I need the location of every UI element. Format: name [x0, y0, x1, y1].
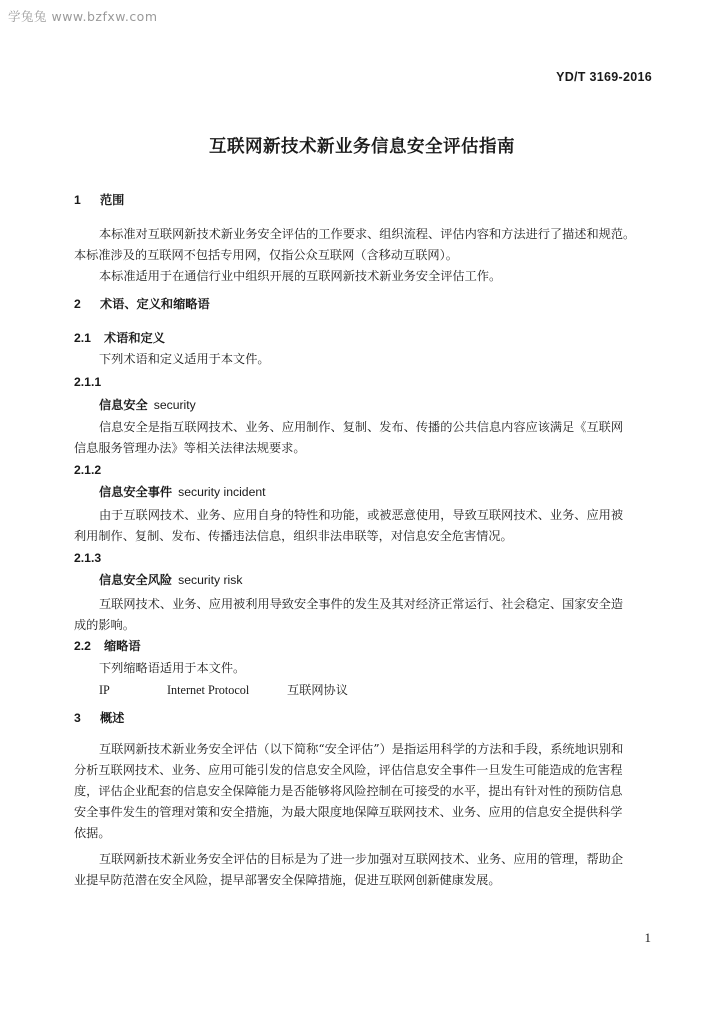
section-number: 2.2 — [74, 639, 91, 653]
section-number: 2.1 — [74, 331, 91, 345]
term-name — [99, 398, 196, 412]
document-title: 互联网新技术新业务信息安全评估指南 — [209, 137, 515, 157]
term-zh: 信息安全 — [99, 398, 148, 412]
abbreviation: IP — [99, 683, 110, 697]
paragraph-line: 利用制作、复制、发布、传播违法信息，组织非法串联等，对信息安全危害情况。 — [74, 529, 513, 543]
term-zh: 信息安全风险 — [99, 573, 173, 587]
paragraph-line: 业提早防范潜在安全风险，提早部署安全保障措施，促进互联网创新健康发展。 — [74, 873, 501, 887]
section-number: 2 — [74, 297, 81, 311]
paragraph-line: 由于互联网技术、业务、应用自身的特性和功能，或被恶意使用，导致互联网技术、业务、应用被 — [99, 508, 624, 522]
paragraph-line: 互联网新技术新业务安全评估（以下简称“安全评估”）是指运用科学的方法和手段，系统地识别和 — [99, 742, 624, 756]
paragraph-line: 信息服务管理办法》等相关法律法规要求。 — [74, 441, 306, 455]
section-title: 术语、定义和缩略语 — [100, 297, 210, 311]
term-number: 2.1.3 — [74, 551, 102, 565]
section-title: 概述 — [100, 711, 125, 725]
paragraph-line: 互联网新技术新业务安全评估的目标是为了进一步加强对互联网技术、业务、应用的管理，帮助企 — [99, 852, 624, 866]
watermark: 学兔兔 www.bzfxw.com — [8, 9, 158, 24]
abbreviation-full: Internet Protocol — [167, 683, 250, 697]
paragraph-line: 依据。 — [74, 826, 111, 840]
paragraph-line: 信息安全是指互联网技术、业务、应用制作、复制、发布、传播的公共信息内容应该满足《互联网 — [99, 420, 624, 434]
abbreviation-zh: 互联网协议 — [287, 683, 348, 697]
paragraph-line: 成的影响。 — [74, 618, 135, 632]
term-number: 2.1.1 — [74, 375, 102, 389]
section-number: 1 — [74, 193, 81, 207]
section-number: 3 — [74, 711, 81, 725]
section-3-heading — [74, 711, 124, 725]
section-title: 范围 — [100, 193, 125, 207]
term-en: security incident — [178, 485, 266, 499]
paragraph-line: 下列缩略语适用于本文件。 — [99, 661, 246, 675]
paragraph-line: 下列术语和定义适用于本文件。 — [99, 352, 270, 366]
paragraph-line: 分析互联网技术、业务、应用可能引发的信息安全风险，评估信息安全事件一旦发生可能造成的危害程 — [74, 763, 623, 777]
section-2-heading — [74, 297, 210, 311]
paragraph-line: 互联网技术、业务、应用被利用导致安全事件的发生及其对经济正常运行、社会稳定、国家安全造 — [99, 597, 624, 611]
section-title: 缩略语 — [104, 639, 141, 653]
term-name — [99, 573, 242, 587]
abbreviation-row — [99, 683, 348, 697]
paragraph-line: 安全事件发生的管理对策和安全措施，为最大限度地保障互联网技术、业务、应用的信息安全提供科学 — [74, 805, 623, 819]
standard-code: YD/T 3169-2016 — [556, 70, 652, 84]
term-en: security risk — [178, 573, 243, 587]
paragraph-line: 本标准涉及的互联网不包括专用网，仅指公众互联网（含移动互联网）。 — [74, 248, 458, 262]
term-en: security — [153, 398, 196, 412]
paragraph-line: 本标准对互联网新技术新业务安全评估的工作要求、组织流程、评估内容和方法进行了描述和规范。 — [99, 227, 636, 241]
term-name — [99, 485, 266, 499]
section-title: 术语和定义 — [104, 331, 165, 345]
term-zh: 信息安全事件 — [99, 485, 173, 499]
paragraph-line: 本标准适用于在通信行业中组织开展的互联网新技术新业务安全评估工作。 — [99, 269, 502, 283]
paragraph-line: 度，评估企业配套的信息安全保障能力是否能够将风险控制在可接受的水平，提出有针对性的预防信息 — [74, 784, 623, 798]
section-1-heading — [74, 193, 124, 207]
page-number: 1 — [644, 930, 651, 945]
term-number: 2.1.2 — [74, 463, 102, 477]
section-2-1-heading — [74, 331, 165, 345]
section-2-2-heading — [74, 639, 141, 653]
